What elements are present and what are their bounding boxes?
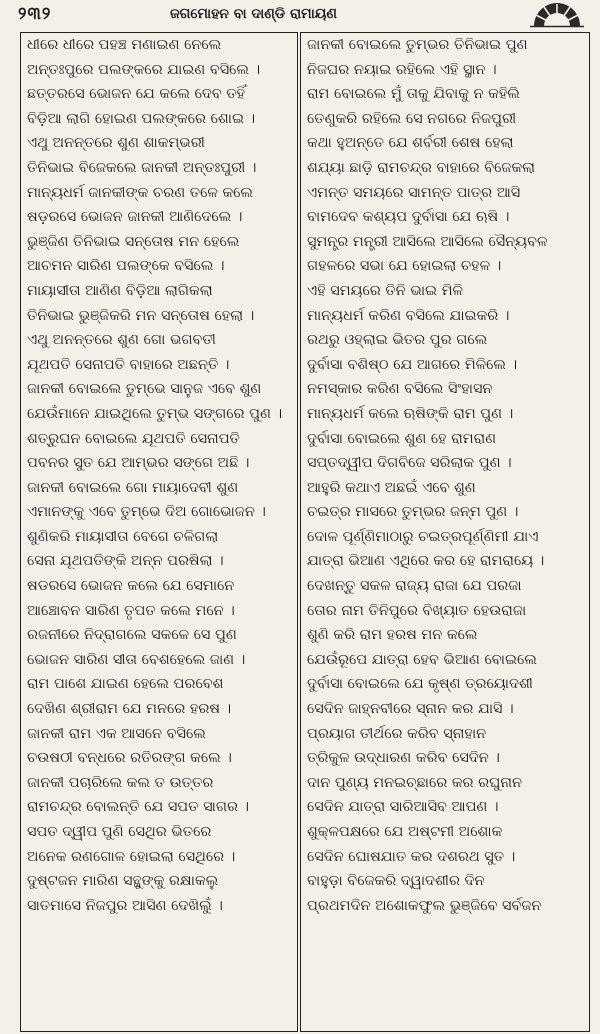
left-verse-line: ପବନର ସୁତ ଯେ ଆମ୍ଭର ସଙ୍ଗେ ଅଛି । <box>27 455 250 472</box>
left-verse-line: ଶୁଣିକରି ମାୟାସୀତା ବେଗେ ଚଳିଗଲା <box>27 528 219 545</box>
left-verse-line: ରଜନୀରେ ନିଦ୍ରାଗଲେ ସକଳେ ସେ ପୁଣ <box>27 627 237 644</box>
right-column <box>300 32 590 1032</box>
running-title: ଜଗମୋହନ ବା ଦାଣ୍ଡି ରାମାୟଣ <box>170 6 337 22</box>
left-verse-line: ଦୁଷ୍ଟଜନ ମାରିଣ ସନ୍ଥୁଙ୍କୁ ରକ୍ଷାକଲୁ <box>27 873 219 890</box>
left-verse-line: ଜାନକୀ ପଚାରିଲେ କଲ ତ ଉତ୍ତର <box>27 774 214 791</box>
left-verse-line: ଛତ୍ତରସେ ଭୋଜନ ଯେ କଲେ ଦେବ ତହିଁ <box>27 86 246 103</box>
left-verse-line: ଆଚମନ ସାରିଣ ପଲଙ୍କେ ବସିଲେ । <box>27 258 225 275</box>
left-verse-line: ଯେଉଁମାନେ ଯାଇଥିଲେ ତୁମ୍ଭ ସଙ୍ଗରେ ପୁଣ । <box>27 405 283 422</box>
right-verse-line: ଏମନ୍ତ ସମୟରେ ସାମନ୍ତ ପାତ୍ର ଆସି <box>307 184 521 201</box>
right-verse-line: ଯାତ୍ରା ଭିଆଣ ଏଥିରେ କର ହେ ରାମରାୟେ । <box>307 553 545 570</box>
right-verse-line: ଯେଉଁରୂପେ ଯାତ୍ରା ହେବ ଭିଆଣ ବୋଇଲେ <box>307 651 537 668</box>
left-verse-line: ଏଥୁ ଅନନ୍ତରେ ଶୁଣ ଗୋ ଭଗବତୀ <box>27 332 216 349</box>
left-column <box>20 32 298 1032</box>
left-verse-line: ଆଞ୍ଚୋବନ ସାରିଣ ତୃପତ କଲେ ମନେ । <box>27 602 235 619</box>
right-verse-line: ପ୍ରୟାଗ ତୀର୍ଥରେ କରିବ ସ୍ନାହାନ <box>307 725 487 742</box>
left-verse-line: ମାନ୍ୟଧର୍ମ ଜାନକୀଙ୍କ ଚରଣ ତଳେ କଲେ <box>27 184 254 201</box>
right-verse-line: ଜାନକୀ ବୋଇଲେ ତୁମ୍ଭର ତିନିଭାଇ ପୁଣ <box>307 37 528 53</box>
two-column-text <box>0 32 600 1034</box>
right-verse-line: ତେଣୁକରି ରହିଲେ ସେ ନଗରେ ନିଜପୁରୀ <box>307 110 517 127</box>
left-verse-line: ରାମଚନ୍ଦ୍ର ବୋଲନ୍ତି ଯେ ସପତ ସାଗର । <box>27 799 250 816</box>
left-verse-line: ସେନା ଯୂଥପତିଙ୍କି ଅନ୍ନ ପରଷିଲା । <box>27 553 224 570</box>
right-verse-line: ସେଦିନ ଜାହ୍ନବୀରେ ସ୍ନାନ କର ଯାସି । <box>307 701 514 718</box>
right-verse-line: ତ୍ରିକୁଳ ଉଦ୍ଧାରଣ କରିବ ସେଦିନ । <box>307 750 500 767</box>
right-verse-line: ସେଦିନ ଘୋଷଯାତ କର ଦଶରଥ ସୁତ । <box>307 848 516 865</box>
left-verse-line: ଏଥୁ ଅନନ୍ତରେ ଶୁଣ ଶାକମ୍ଭରୀ <box>27 135 205 152</box>
left-verse-line: ତିନିଭାଇ ବିଜେକଲେ ଜାନକୀ ଅନ୍ତଃପୁରୀ । <box>27 159 257 176</box>
right-verse-line: ରଥରୁ ଓହ୍ଲାଇ ଭିତର ପୁର ଗଲେ <box>307 332 488 349</box>
left-verse-line: ଶତ୍ରୁଘନ ବୋଇଲେ ଯୂଥପତି ସେନାପତି <box>27 430 240 447</box>
right-verse-line: ଶୁଣି କରି ରାମ ହରଷ ମନ କଲେ <box>307 627 478 644</box>
right-verse-line: ତୋର ନାମ ତିନିପୁରେ ବିଖ୍ୟାତ ହେଉରାଜା <box>307 602 527 619</box>
left-verse-line: ସପତ ଦ୍ୱୀପ ପୁଣି ସେଥିର ଭିତରେ <box>27 824 212 840</box>
right-verse-line: ସୁମନ୍ତ୍ର ମନ୍ତ୍ରୀ ଆସିଲେ ଆସିଲେ ସୈନ୍ୟବଳ <box>307 233 548 250</box>
right-verse-line: ପ୍ରଥମଦିନ ଅଶୋକଫୁଲ ଭୁଞ୍ଜିବେ ସର୍ବଜନ <box>307 897 542 914</box>
left-verse-line: ଷଡରସେ ଭୋଜନ କଲେ ଯେ ସେମାନେ <box>27 578 235 595</box>
right-verse-line: ଶୁକ୍ଳପକ୍ଷରେ ଯେ ଅଷ୍ଟମୀ ଅଶୋକ <box>307 824 503 840</box>
page-number: ୨୩୨ <box>18 4 52 24</box>
right-verse-line: ଦୁର୍ବାସା ବଶିଷ୍ଠ ଯେ ଆଗରେ ମିଳିଲେ । <box>307 356 518 373</box>
right-verse-line: ଦୁର୍ବାସା ବୋଇଲେ ଶୁଣ ହେ ରାମରାଣ <box>307 430 497 447</box>
left-verse-line: ଜାନକୀ ବୋଇଲେ ତୁମ୍ଭେ ସାନୁଜ ଏବେ ଶୁଣ <box>27 381 262 398</box>
right-verse-line: ଦେଖନ୍ତୁ ସକଳ ରାଜ୍ୟ ରାଜା ଯେ ପରଜା <box>307 578 522 595</box>
rising-sun-icon <box>526 2 588 28</box>
left-verse-line: ଧୀରେ ଧୀରେ ପହଞ୍ଚ ମଣାଇଣ ନେଲେ <box>27 37 222 53</box>
left-verse-line: ଅନ୍ତଃପୁରେ ପଲଙ୍କରେ ଯାଇଣ ବସିଲେ । <box>27 61 261 78</box>
right-verse-line: ଦୋଳ ପୂର୍ଣ୍ଣିମାଠାରୁ ଚଇତ୍ରପୂର୍ଣ୍ଣିମୀ ଯାଏ <box>307 528 539 545</box>
right-verse-line: ଏହି ସମୟରେ ତିନି ଭାଇ ମିଳି <box>307 282 464 299</box>
left-verse-line: ଅନେକ ରଣଗୋଳ ହୋଇଲା ସେଥିରେ । <box>27 848 236 865</box>
left-verse-line: ଏମାନଙ୍କୁ ଏବେ ତୁମ୍ଭେ ଦିଅ ଗୋଭୋଜନ । <box>27 504 266 521</box>
right-verse-line: କଥା ହୁଅନ୍ତେ ଯେ ଶର୍ବରୀ ଶେଷ ହେଲା <box>307 135 514 152</box>
right-verse-line: ରାମ ବୋଇଲେ ମୁଁ ତାକୁ ଯିବାକୁ ନ କହିଲି <box>307 86 520 103</box>
right-verse-line: ଗହଳରେ ସଭା ଯେ ହୋଇଲା ଚହଳ । <box>307 258 502 275</box>
right-verse-line: ମାନ୍ୟଧର୍ମ କରିଣ ବସିଲେ ଯାଇକରି । <box>307 307 510 324</box>
right-verse-line: ଦାନ ପୁଣ୍ୟ ମନଇଚ୍ଛାରେ କର ରଘୁନାନ <box>307 774 523 791</box>
page-header <box>0 0 600 32</box>
left-verse-line: ଯୂଥପତି ସେନାପତି ବାହାରେ ଅଛନ୍ତି । <box>27 356 230 373</box>
left-verse-line: ତିନିଭାଇ ଭୁଞ୍ଜିକରି ମନ ସନ୍ତୋଷ ହେଲା । <box>27 307 255 324</box>
left-verse-line: ଦେଖିଣ ଶ୍ରୀରାମ ଯେ ମନରେ ହରଷ । <box>27 701 232 718</box>
right-verse-line: ମାନ୍ୟଧର୍ମ କଲେ ଋଷିଙ୍କି ରାମ ପୁଣ । <box>307 405 514 422</box>
right-verse-line: ଦୁର୍ବାସା ବୋଇଲେ ଯେ କୃଷ୍ଣ ତ୍ରୟୋଦଶୀ <box>307 676 533 693</box>
left-verse-line: ଭୁଞ୍ଜିଣ ତିନିଭାଇ ସନ୍ତୋଷ ମନ ହେଲେ <box>27 233 240 250</box>
left-verse-line: ସାତମାସେ ନିଜପୁର ଆସିଣ ଦେଖିଲୁଁ । <box>27 897 223 914</box>
left-verse-line: ଭୋଜନ ସାରିଣ ସୀତା ବେଶହେଲେ ଜାଣ । <box>27 651 246 668</box>
right-verse-line: ସପ୍ତଦ୍ୱୀପ ଦିଗବିଜେ ସରିଲାକ ପୁଣ । <box>307 455 512 472</box>
right-verse-line: ନିଜଘର ନୟାଇ ରହିଲେ ଏହି ସ୍ଥାନ । <box>307 61 497 78</box>
left-verse-line: ରାମ ପାଶେ ଯାଇଣ ହେଲେ ପରବେଶ <box>27 676 224 693</box>
left-verse-line: ଜାନକୀ ରାମ ଏକ ଆସନେ ବସିଲେ <box>27 725 206 742</box>
left-verse-line: ବିଡ଼ିଆ ଲାଗି ହୋଇଣ ପଲଙ୍କରେ ଶୋଇ । <box>27 110 256 127</box>
right-verse-line: ବାହୁଡ଼ା ବିଜେକରି ଦ୍ୱାଦଶୀର ଦିନ <box>307 873 485 890</box>
left-verse-line: ମାୟାସୀତା ଆଣିଣ ବିଡ଼ିଆ ଲାଗିକଲା <box>27 282 213 299</box>
right-verse-line: ଚଇତ୍ର ମାସରେ ତୁମ୍ଭର ଜନ୍ମ ପୁଣ । <box>307 504 519 521</box>
left-verse-line: ଷଡ଼ରସେ ଭୋଜନ ଜାନକୀ ଆଣିଦେଲେ । <box>27 209 243 226</box>
right-verse-line: ନମସ୍କାର କରିଣ ବସିଲେ ସିଂହାସନ <box>307 381 493 398</box>
right-verse-line: ଶଯ୍ୟା ଛାଡ଼ି ରାମଚନ୍ଦ୍ର ବାହାରେ ବିଜେକଲା <box>307 159 536 176</box>
right-verse-line: ଆହୁରି କଥାଏ ଅଛଇଁ ଏବେ ଶୁଣ <box>307 479 476 496</box>
right-verse-line: ସେଦିନ ଯାତ୍ରା ସାରିଆସିବ ଆପଣ । <box>307 799 499 816</box>
left-verse-line: ଚଉଷଠୀ ବନ୍ଧରେ ରତିରଙ୍ଗ କଲେ । <box>27 750 232 767</box>
right-verse-line: ବାମଦେବ କଶ୍ୟପ ଦୁର୍ବାସା ଯେ ଋଷି । <box>307 209 510 226</box>
left-verse-line: ଜାନକୀ ବୋଇଲେ ଗୋ ମାୟାଦେବୀ ଶୁଣ <box>27 479 239 496</box>
